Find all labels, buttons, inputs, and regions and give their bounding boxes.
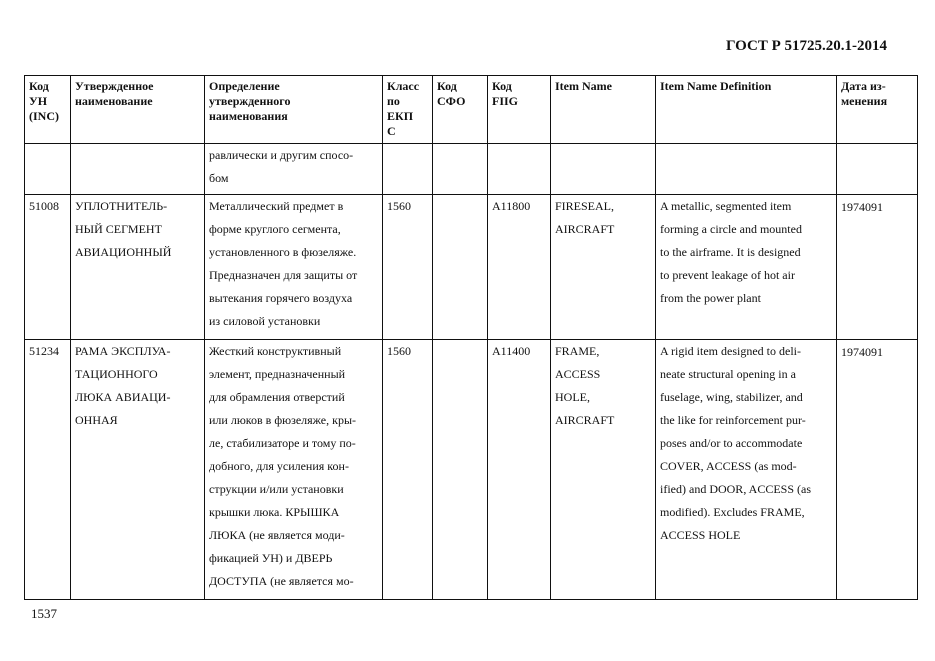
text-line: ЛЮКА (не является моди- [209, 528, 345, 542]
text-line: ле, стабилизаторе и тому по- [209, 436, 356, 450]
cell-code [25, 144, 71, 195]
cell-fiig: A11400 [488, 340, 551, 600]
cell-name [71, 144, 205, 195]
text-line: COVER, ACCESS (as mod- [660, 459, 797, 473]
cell-date [837, 144, 918, 195]
text-line: AIRCRAFT [555, 413, 615, 427]
text-line: наименование [75, 94, 153, 108]
text-line: ACCESS [555, 367, 601, 381]
cell-fiig [488, 144, 551, 195]
cell-code: 51008 [25, 195, 71, 340]
text-line: FIIG [492, 94, 519, 108]
text-line: равлически и другим спосо- [209, 148, 354, 162]
header-approved-name [71, 76, 205, 144]
text-line: HOLE, [555, 390, 590, 404]
text-line: ACCESS HOLE [660, 528, 741, 542]
text-line: по [387, 94, 400, 108]
text-line: ДОСТУПА (не является мо- [209, 574, 354, 588]
text-line: АВИАЦИОННЫЙ [75, 245, 172, 259]
text-line: УН [29, 94, 48, 108]
cell-name [71, 195, 205, 340]
header-class-ekps [383, 76, 433, 144]
table-row [25, 340, 918, 600]
text-line: бом [209, 171, 229, 185]
text-line: FIRESEAL, [555, 199, 615, 213]
text-line: вытекания горячего воздуха [209, 291, 353, 305]
cell-name [71, 340, 205, 600]
cell-item-definition [656, 144, 837, 195]
text-line: forming a circle and mounted [660, 222, 802, 236]
text-line: РАМА ЭКСПЛУА- [75, 344, 171, 358]
text-line: (INC) [29, 109, 59, 123]
text-line: FRAME, [555, 344, 600, 358]
text-line: струкции и/или установки [209, 482, 344, 496]
cell-sfo [433, 144, 488, 195]
text-line: Дата из- [841, 79, 886, 93]
cell-sfo [433, 195, 488, 340]
cell-class: 1560 [383, 195, 433, 340]
text-line: фикацией УН) и ДВЕРЬ [209, 551, 333, 565]
cell-date: 1974091 [837, 340, 918, 600]
text-line: Металлический предмет в [209, 199, 344, 213]
text-line: AIRCRAFT [555, 222, 615, 236]
text-line: Утвержденное [75, 79, 154, 93]
text-line: ЛЮКА АВИАЦИ- [75, 390, 171, 404]
text-line: Код [492, 79, 512, 93]
text-line: ified) and DOOR, ACCESS (as [660, 482, 811, 496]
header-code-un [25, 76, 71, 144]
text-line: утвержденного [209, 94, 291, 108]
page-number: 1537 [31, 606, 57, 621]
header-change-date [837, 76, 918, 144]
table-header-row [25, 76, 918, 144]
cell-item-name [551, 195, 656, 340]
text-line: to the airframe. It is designed [660, 245, 801, 259]
cell-date: 1974091 [837, 195, 918, 340]
text-line: the like for reinforcement pur- [660, 413, 806, 427]
text-line: Предназначен для защиты от [209, 268, 358, 282]
text-line: НЫЙ СЕГМЕНТ [75, 222, 162, 236]
header-item-name [551, 76, 656, 144]
header-code-fiig [488, 76, 551, 144]
header-definition [205, 76, 383, 144]
cell-code: 51234 [25, 340, 71, 600]
text-line: форме круглого сегмента, [209, 222, 341, 236]
text-line: Жесткий конструктивный [209, 344, 342, 358]
cell-definition [205, 195, 383, 340]
text-line: или люков в фюзеляже, кры- [209, 413, 356, 427]
text-line: modified). Excludes FRAME, [660, 505, 805, 519]
text-line: Код [437, 79, 457, 93]
cell-item-definition [656, 340, 837, 600]
text-line: Item Name [555, 79, 612, 93]
cell-definition [205, 144, 383, 195]
cell-class: 1560 [383, 340, 433, 600]
text-line: A rigid item designed to deli- [660, 344, 801, 358]
text-line: Определение [209, 79, 280, 93]
text-line: элемент, предназначенный [209, 367, 346, 381]
text-line: установленного в фюзеляже. [209, 245, 357, 259]
cell-class [383, 144, 433, 195]
text-line: A metallic, segmented item [660, 199, 792, 213]
cell-definition [205, 340, 383, 600]
text-line: менения [841, 94, 888, 108]
text-line: ЕКП [387, 109, 414, 123]
text-line: fuselage, wing, stabilizer, and [660, 390, 803, 404]
text-line: из силовой установки [209, 314, 321, 328]
cell-item-name [551, 144, 656, 195]
cell-item-name [551, 340, 656, 600]
classification-table [24, 75, 918, 600]
text-line: наименования [209, 109, 288, 123]
text-line: ТАЦИОННОГО [75, 367, 158, 381]
text-line: neate structural opening in a [660, 367, 796, 381]
text-line: СФО [437, 94, 466, 108]
cell-fiig: A11800 [488, 195, 551, 340]
header-code-sfo [433, 76, 488, 144]
table-row [25, 144, 918, 195]
text-line: poses and/or to accommodate [660, 436, 803, 450]
table-row [25, 195, 918, 340]
text-line: to prevent leakage of hot air [660, 268, 795, 282]
cell-sfo [433, 340, 488, 600]
text-line: Item Name Definition [660, 79, 772, 93]
text-line: для обрамления отверстий [209, 390, 345, 404]
text-line: крышки люка. КРЫШКА [209, 505, 340, 519]
cell-item-definition [656, 195, 837, 340]
text-line: УПЛОТНИТЕЛЬ- [75, 199, 168, 213]
document-code: ГОСТ Р 51725.20.1-2014 [725, 38, 887, 54]
text-line: Класс [387, 79, 420, 93]
header-item-name-definition [656, 76, 837, 144]
text-line: ОННАЯ [75, 413, 118, 427]
text-line: from the power plant [660, 291, 761, 305]
text-line: С [387, 124, 396, 138]
text-line: Код [29, 79, 49, 93]
text-line: добного, для усиления кон- [209, 459, 349, 473]
